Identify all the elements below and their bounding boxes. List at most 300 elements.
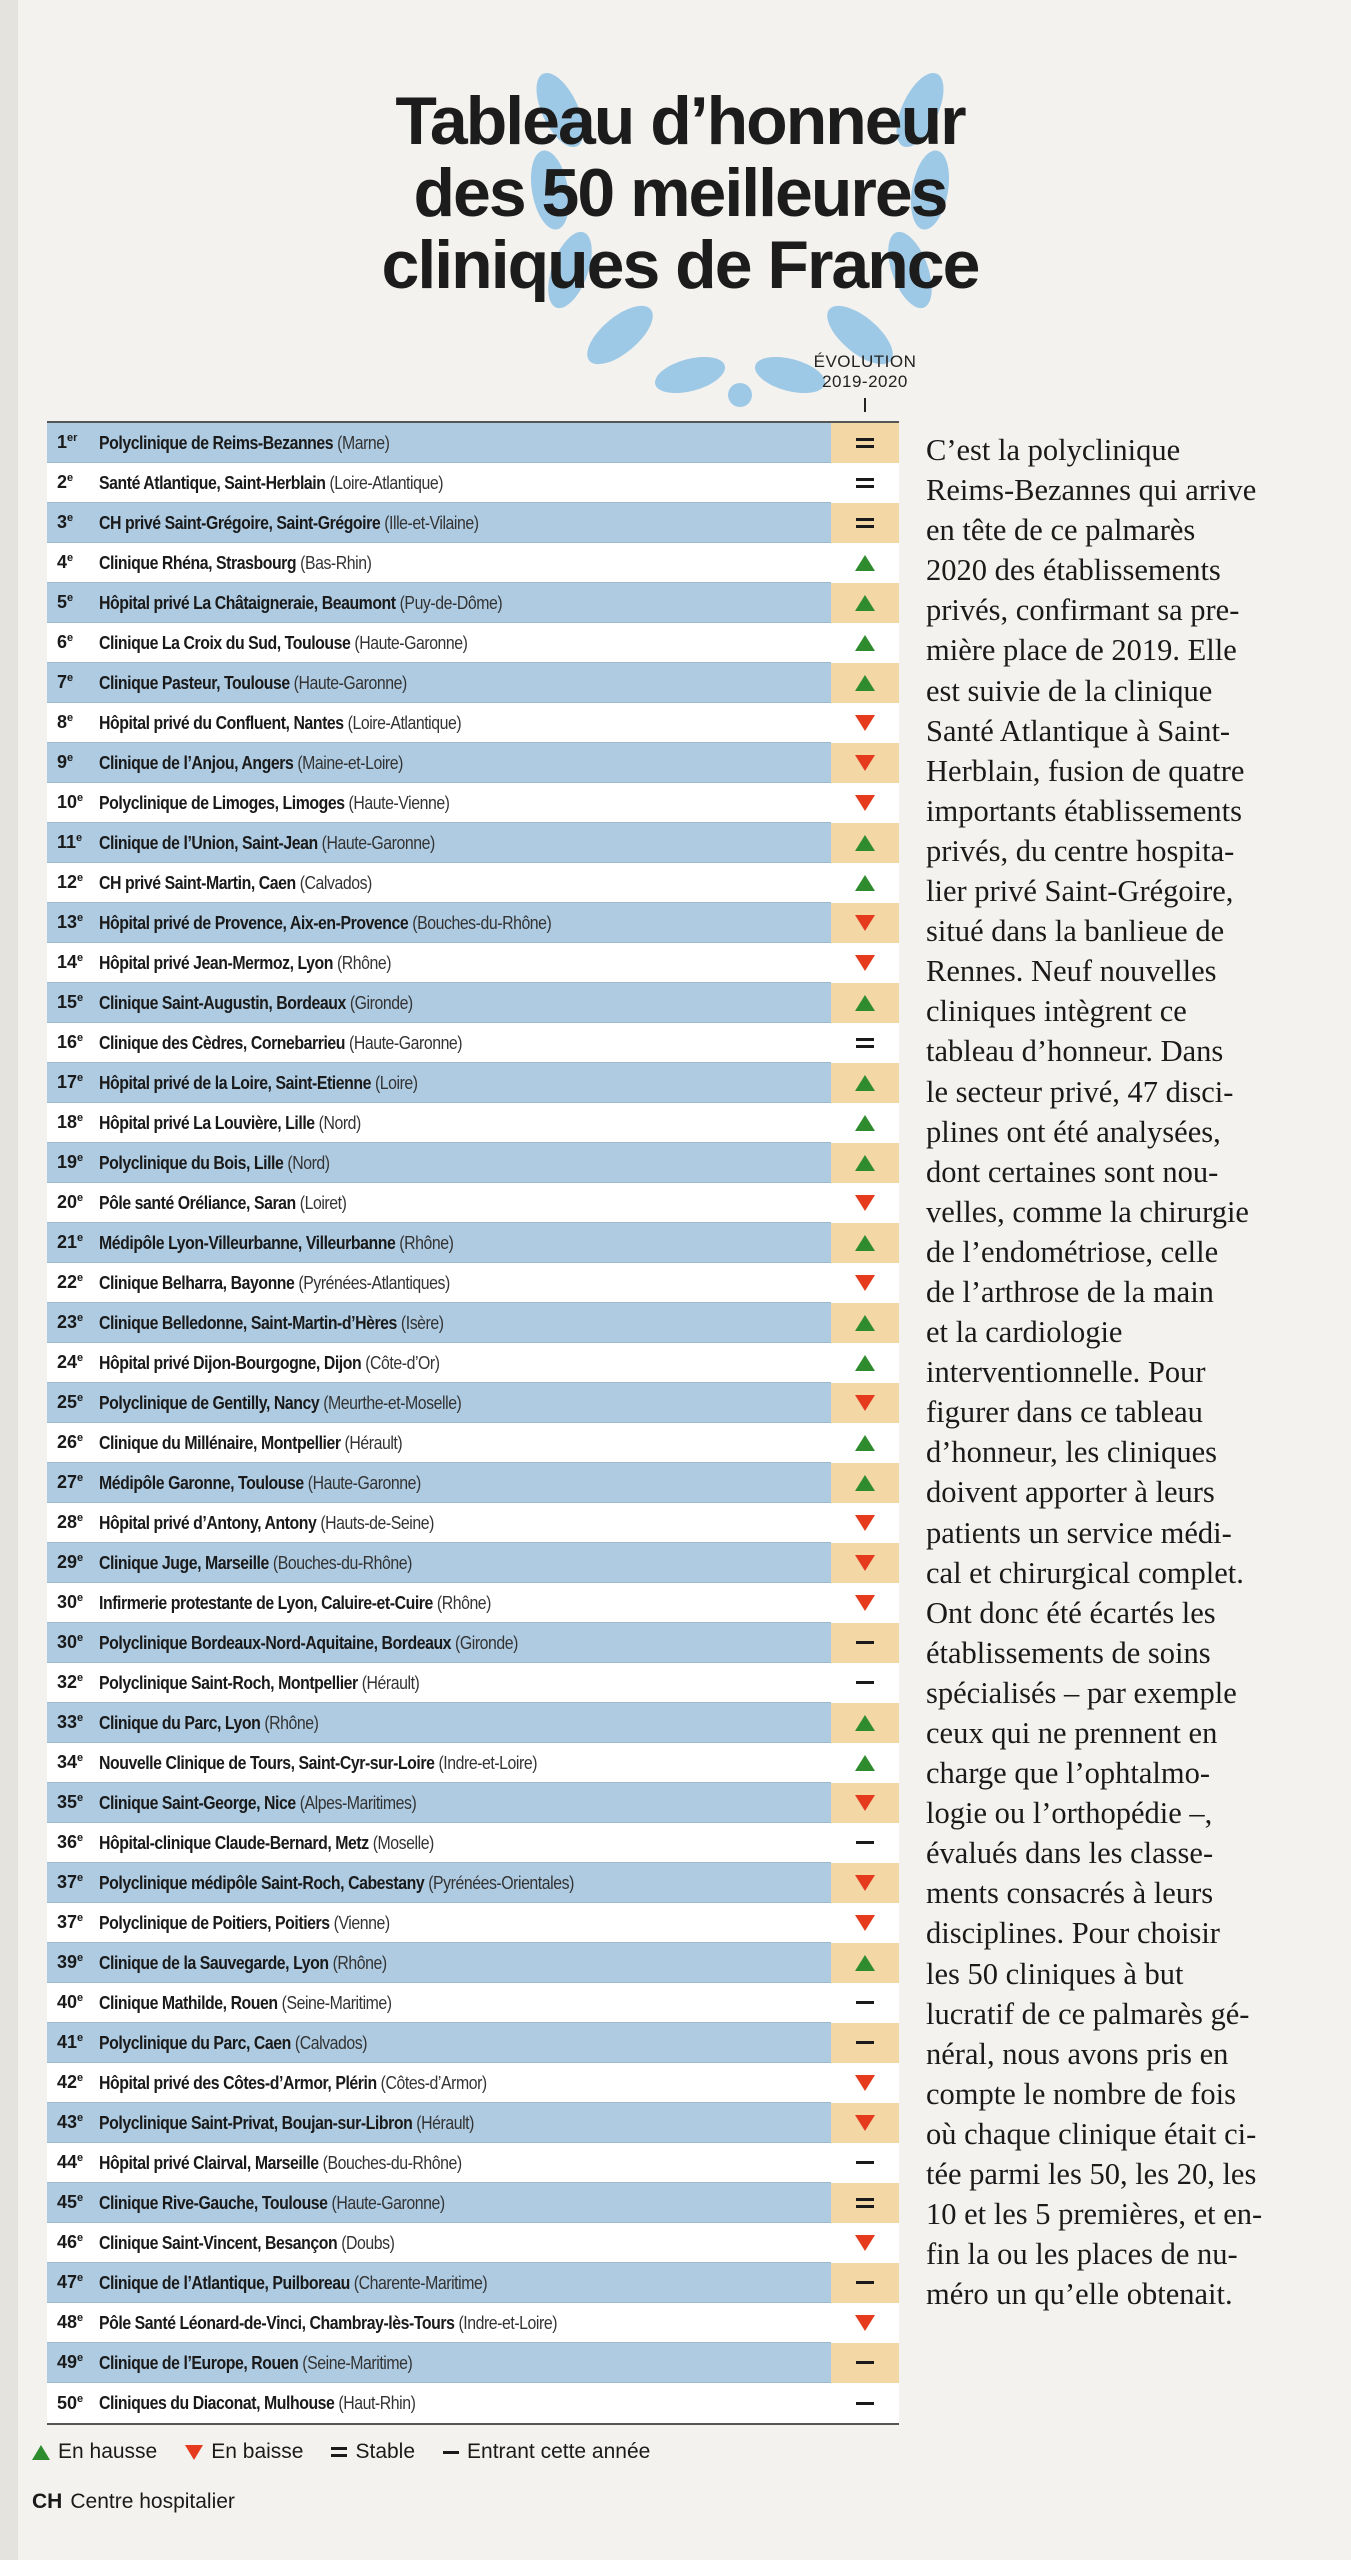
legend-down (185, 2440, 303, 2464)
clinic-name: Polyclinique Bordeaux-Nord-Aquitaine, Bordeaux (99, 1632, 452, 1653)
evolution-cell (831, 1463, 899, 1503)
table-row (47, 863, 899, 903)
dash-icon (856, 2361, 874, 2364)
rank-suffix: e (77, 952, 84, 964)
rank-suffix: e (77, 1872, 84, 1884)
table-row (47, 1023, 899, 1063)
table-row (47, 2383, 899, 2423)
up-arrow-icon (855, 1155, 875, 1171)
rank-cell (47, 592, 99, 613)
clinic-cell (99, 553, 743, 573)
article-line: charge que l’ophtalmo- (926, 1756, 1211, 1791)
table-row (47, 743, 899, 783)
clinic-cell (99, 433, 743, 453)
clinic-name: Hôpital privé La Châtaigneraie, Beaumont (99, 592, 396, 613)
page-edge (0, 0, 18, 2560)
clinic-name: Clinique Saint-Vincent, Besançon (99, 2232, 338, 2253)
rank-suffix: e (77, 1672, 84, 1684)
rank-cell (47, 1432, 99, 1453)
article-line: fin la ou les places de nu- (926, 2237, 1238, 2272)
dash-icon (856, 1641, 874, 1644)
clinic-department: (Meurthe-et-Moselle) (323, 1392, 462, 1413)
rank-number: 18 (57, 1112, 78, 1132)
rank-number: 12 (57, 872, 78, 892)
article-line: doivent apporter à leurs (926, 1475, 1215, 1510)
clinic-cell (99, 1633, 743, 1653)
rank-suffix: e (77, 1072, 84, 1084)
clinic-cell (99, 1833, 743, 1853)
rank-suffix: e (77, 2152, 84, 2164)
legend (32, 2440, 668, 2464)
clinic-cell (99, 2153, 743, 2173)
clinic-cell (99, 1953, 743, 1973)
rank-number: 6 (57, 632, 68, 652)
clinic-name: Clinique La Croix du Sud, Toulouse (99, 632, 351, 653)
article-line: lucratif de ce palmarès gé- (926, 1996, 1250, 2031)
rank-number: 49 (57, 2352, 78, 2372)
clinic-name: Polyclinique de Poitiers, Poitiers (99, 1912, 330, 1933)
down-arrow-icon (855, 915, 875, 931)
rank-number: 15 (57, 992, 78, 1012)
article-line: évalués dans les classe- (926, 1836, 1214, 1871)
title-line-3: cliniques de France (381, 227, 979, 303)
rank-cell (47, 432, 99, 453)
article-line: plines ont été analysées, (926, 1114, 1221, 1149)
up-arrow-icon (855, 595, 875, 611)
down-arrow-icon (855, 715, 875, 731)
rank-suffix: e (77, 1992, 84, 2004)
evolution-cell (831, 2343, 899, 2383)
clinic-department: (Charente-Maritime) (353, 2272, 488, 2293)
table-row (47, 1903, 899, 1943)
down-arrow-icon (185, 2445, 203, 2460)
clinic-name: Clinique de l’Atlantique, Puilboreau (99, 2272, 350, 2293)
table-row (47, 1383, 899, 1423)
clinic-cell (99, 1593, 743, 1613)
article-line: Herblain, fusion de quatre (926, 753, 1245, 788)
rank-cell (47, 2112, 99, 2133)
clinic-department: (Rhône) (332, 1952, 387, 1973)
rank-cell (47, 1712, 99, 1733)
clinic-department: (Vienne) (333, 1912, 390, 1933)
up-arrow-icon (855, 875, 875, 891)
clinic-department: (Bas-Rhin) (300, 552, 372, 573)
table-row (47, 1663, 899, 1703)
rank-number: 7 (57, 672, 68, 692)
clinic-cell (99, 1873, 743, 1893)
clinic-cell (99, 633, 743, 653)
legend-stable (331, 2440, 415, 2464)
rank-suffix: e (77, 1392, 84, 1404)
rank-cell (47, 1392, 99, 1413)
article-line: cliniques intègrent ce (926, 994, 1187, 1029)
clinic-department: (Pyrénées-Atlantiques) (298, 1272, 450, 1293)
down-arrow-icon (855, 2235, 875, 2251)
legend-down-label: En baisse (211, 2440, 304, 2463)
evolution-cell (831, 1903, 899, 1943)
table-row (47, 1183, 899, 1223)
clinic-department: (Loire) (374, 1072, 418, 1093)
rank-number: 29 (57, 1552, 78, 1572)
clinic-name: Clinique Juge, Marseille (99, 1552, 269, 1573)
evolution-cell (831, 2023, 899, 2063)
rank-cell (47, 1472, 99, 1493)
evolution-cell (831, 2063, 899, 2103)
rank-cell (47, 712, 99, 733)
article-line: de l’endométriose, celle (926, 1234, 1219, 1269)
up-arrow-icon (855, 1715, 875, 1731)
table-row (47, 943, 899, 983)
table-row (47, 1703, 899, 1743)
rank-suffix: e (77, 2032, 84, 2044)
clinic-name: Polyclinique médipôle Saint-Roch, Cabestany (99, 1872, 425, 1893)
clinic-cell (99, 2073, 743, 2093)
clinic-name: Clinique de l’Europe, Rouen (99, 2352, 299, 2373)
rank-cell (47, 1872, 99, 1893)
table-row (47, 1743, 899, 1783)
down-arrow-icon (855, 795, 875, 811)
rank-cell (47, 1792, 99, 1813)
article-line: mière place de 2019. Elle (926, 633, 1237, 668)
table-row (47, 2263, 899, 2303)
rank-cell (47, 552, 99, 573)
up-arrow-icon (855, 1075, 875, 1091)
clinic-cell (99, 1753, 743, 1773)
rank-suffix: e (77, 1432, 84, 1444)
table-row (47, 663, 899, 703)
table-row (47, 2343, 899, 2383)
down-arrow-icon (855, 2075, 875, 2091)
article-line: Rennes. Neuf nouvelles (926, 954, 1217, 989)
evolution-cell (831, 1743, 899, 1783)
rank-number: 34 (57, 1752, 78, 1772)
up-arrow-icon (855, 635, 875, 651)
up-arrow-icon (855, 1115, 875, 1131)
evolution-cell (831, 543, 899, 583)
rank-cell (47, 1672, 99, 1693)
clinic-name: Clinique des Cèdres, Cornebarrieu (99, 1032, 346, 1053)
evolution-cell (831, 2223, 899, 2263)
table-row (47, 2023, 899, 2063)
legend-new (443, 2440, 650, 2464)
rank-number: 8 (57, 712, 68, 732)
clinic-name: Hôpital privé du Confluent, Nantes (99, 712, 344, 733)
article-line: Santé Atlantique à Saint- (926, 713, 1231, 748)
up-arrow-icon (855, 1315, 875, 1331)
rank-number: 1 (57, 432, 68, 452)
clinic-department: (Hauts-de-Seine) (320, 1512, 434, 1533)
clinic-department: (Bouches-du-Rhône) (412, 912, 552, 933)
down-arrow-icon (855, 2315, 875, 2331)
article-line: privés, du centre hospita- (926, 833, 1235, 868)
rank-suffix: e (77, 2392, 84, 2405)
clinic-name: Clinique Rhéna, Strasbourg (99, 552, 297, 573)
table-row (47, 1543, 899, 1583)
rank-suffix: e (67, 552, 74, 564)
clinic-name: Polyclinique Saint-Roch, Montpellier (99, 1672, 358, 1693)
article-line: patients un service médi- (926, 1515, 1232, 1550)
clinic-name: Clinique Belharra, Bayonne (99, 1272, 295, 1293)
table-row (47, 2223, 899, 2263)
abbreviation-note (32, 2490, 235, 2514)
rank-suffix: e (77, 792, 84, 804)
down-arrow-icon (855, 2115, 875, 2131)
rank-cell (47, 1752, 99, 1773)
article-line: le secteur privé, 47 disci- (926, 1074, 1234, 1109)
article-line: établissements de soins (926, 1635, 1211, 1670)
rank-cell (47, 832, 99, 853)
rank-number: 20 (57, 1192, 78, 1212)
up-arrow-icon (855, 835, 875, 851)
rank-suffix: e (77, 1512, 84, 1524)
evolution-cell (831, 983, 899, 1023)
rank-suffix: e (77, 1912, 84, 1924)
clinic-name: Polyclinique du Bois, Lille (99, 1152, 284, 1173)
clinic-department: (Indre-et-Loire) (438, 1752, 538, 1773)
clinic-cell (99, 1913, 743, 1933)
rank-number: 19 (57, 1152, 78, 1172)
down-arrow-icon (855, 955, 875, 971)
rank-suffix: e (77, 1592, 84, 1604)
evolution-cell (831, 1663, 899, 1703)
article-line: de l’arthrose de la main (926, 1274, 1214, 1309)
legend-up (32, 2440, 157, 2464)
clinic-name: Hôpital privé de Provence, Aix-en-Provence (99, 912, 409, 933)
article-line: figurer dans ce tableau (926, 1395, 1203, 1430)
clinic-name: Santé Atlantique, Saint-Herblain (99, 472, 326, 493)
down-arrow-icon (855, 1555, 875, 1571)
rank-cell (47, 2152, 99, 2173)
clinic-department: (Calvados) (294, 2032, 368, 2053)
evolution-cell (831, 1823, 899, 1863)
clinic-department: (Haute-Garonne) (307, 1472, 421, 1493)
rank-cell (47, 1832, 99, 1853)
rank-number: 11 (57, 832, 77, 852)
clinic-department: (Marne) (337, 432, 390, 453)
clinic-department: (Rhône) (399, 1232, 454, 1253)
evolution-cell (831, 1183, 899, 1223)
clinic-name: Clinique Saint-George, Nice (99, 1792, 296, 1813)
rank-number: 36 (57, 1832, 78, 1852)
article-line: méro un qu’elle obtenait. (926, 2277, 1233, 2312)
clinic-name: Cliniques du Diaconat, Mulhouse (99, 2393, 335, 2413)
table-row (47, 2143, 899, 2183)
evolution-cell (831, 1503, 899, 1543)
clinic-cell (99, 1113, 743, 1133)
clinic-department: (Loire-Atlantique) (329, 472, 444, 493)
rank-number: 21 (57, 1232, 78, 1252)
rank-suffix: e (77, 2352, 84, 2364)
clinic-name: Médipôle Lyon-Villeurbanne, Villeurbanne (99, 1232, 396, 1253)
clinic-cell (99, 713, 743, 733)
rank-cell (47, 792, 99, 813)
down-arrow-icon (855, 1515, 875, 1531)
rank-cell (47, 872, 99, 893)
table-row (47, 1823, 899, 1863)
rank-number: 4 (57, 552, 68, 572)
down-arrow-icon (855, 1595, 875, 1611)
rank-cell (47, 952, 99, 973)
clinic-department: (Alpes-Maritimes) (299, 1792, 417, 1813)
rank-suffix: e (67, 512, 74, 524)
clinic-cell (99, 1393, 743, 1413)
clinic-cell (99, 1233, 743, 1253)
clinic-name: Hôpital privé des Côtes-d’Armor, Plérin (99, 2072, 377, 2093)
clinic-cell (99, 1513, 743, 1533)
rank-number: 2 (57, 472, 68, 492)
clinic-name: Polyclinique de Gentilly, Nancy (99, 1392, 320, 1413)
rank-cell (47, 2192, 99, 2213)
dash-icon (856, 2281, 874, 2284)
clinic-cell (99, 993, 743, 1013)
clinic-cell (99, 1713, 743, 1733)
article-line: dont certaines sont nou- (926, 1154, 1219, 1189)
article-line: privés, confirmant sa pre- (926, 593, 1240, 628)
table-row (47, 1583, 899, 1623)
rank-number: 30 (57, 1592, 78, 1612)
evolution-cell (831, 1263, 899, 1303)
rank-cell (47, 912, 99, 933)
rank-suffix: e (77, 1272, 84, 1284)
clinic-cell (99, 2193, 743, 2213)
table-row (47, 1863, 899, 1903)
up-arrow-icon (32, 2445, 50, 2460)
article-line: ments consacrés à leurs (926, 1876, 1214, 1911)
table-row (47, 543, 899, 583)
clinic-name: Hôpital-clinique Claude-Bernard, Metz (99, 1832, 369, 1853)
clinic-cell (99, 833, 743, 853)
evolution-cell (831, 583, 899, 623)
dash-icon (856, 2041, 874, 2044)
clinic-cell (99, 2273, 743, 2293)
rank-number: 39 (57, 1952, 78, 1972)
rank-number: 35 (57, 1792, 78, 1812)
rank-suffix: e (77, 1032, 84, 1044)
table-row (47, 1263, 899, 1303)
clinic-cell (99, 1993, 743, 2013)
rank-suffix: e (77, 1192, 84, 1204)
clinic-cell (99, 1313, 743, 1333)
clinic-department: (Indre-et-Loire) (458, 2312, 558, 2333)
clinic-name: Hôpital privé Dijon-Bourgogne, Dijon (99, 1352, 362, 1373)
rank-suffix: e (76, 832, 83, 844)
clinic-cell (99, 593, 743, 613)
table-row (47, 823, 899, 863)
evolution-column-header (790, 352, 940, 392)
article-line: interventionnelle. Pour (926, 1355, 1206, 1390)
clinic-cell (99, 953, 743, 973)
title-line-1: Tableau d’honneur (395, 83, 965, 159)
rank-cell (47, 752, 99, 773)
clinic-name: Polyclinique de Reims-Bezannes (99, 432, 334, 453)
article-body (926, 430, 1346, 2314)
down-arrow-icon (855, 755, 875, 771)
table-row (47, 2063, 899, 2103)
clinic-name: Clinique de la Sauvegarde, Lyon (99, 1952, 329, 1973)
rank-cell (47, 2352, 99, 2373)
table-row (47, 463, 899, 503)
equals-icon (856, 518, 874, 528)
evolution-cell (831, 423, 899, 463)
clinic-cell (99, 1073, 743, 1093)
evolution-cell (831, 1023, 899, 1063)
clinic-cell (99, 2353, 743, 2373)
table-row (47, 703, 899, 743)
clinic-cell (99, 473, 743, 493)
table-row (47, 1623, 899, 1663)
rank-cell (47, 1632, 99, 1653)
down-arrow-icon (855, 1395, 875, 1411)
clinic-cell (99, 1193, 743, 1213)
up-arrow-icon (855, 1475, 875, 1491)
clinic-cell (99, 2113, 743, 2133)
table-row (47, 783, 899, 823)
rank-number: 5 (57, 592, 68, 612)
evolution-cell (831, 463, 899, 503)
clinic-department: (Loiret) (299, 1192, 347, 1213)
legend-new-label: Entrant cette année (467, 2440, 651, 2463)
clinic-cell (99, 2233, 743, 2253)
rank-suffix: e (77, 2312, 84, 2324)
rank-suffix: e (77, 2192, 84, 2204)
rank-suffix: e (67, 472, 74, 484)
rank-cell (47, 672, 99, 693)
clinic-department: (Hérault) (416, 2112, 474, 2133)
clinic-department: (Côtes-d’Armor) (380, 2072, 487, 2093)
article-line: disciplines. Pour choisir (926, 1916, 1220, 1951)
article-line: velles, comme la chirurgie (926, 1194, 1249, 1229)
table-row (47, 1423, 899, 1463)
clinic-cell (99, 753, 743, 773)
rank-cell (47, 2312, 99, 2333)
equals-icon (331, 2447, 347, 2457)
clinic-department: (Hérault) (344, 1432, 403, 1453)
rank-cell (47, 1232, 99, 1253)
clinic-department: (Puy-de-Dôme) (399, 592, 503, 613)
rank-cell (47, 1192, 99, 1213)
rank-suffix: e (67, 712, 74, 724)
clinic-name: Hôpital privé Jean-Mermoz, Lyon (99, 952, 333, 973)
down-arrow-icon (855, 1275, 875, 1291)
clinic-name: Clinique de l’Union, Saint-Jean (99, 832, 318, 853)
table-row (47, 2303, 899, 2343)
rank-cell (47, 1992, 99, 2013)
up-arrow-icon (855, 1435, 875, 1451)
evolution-cell (831, 2143, 899, 2183)
table-row (47, 503, 899, 543)
rank-number: 22 (57, 1272, 78, 1292)
table-row (47, 1783, 899, 1823)
table-row (47, 623, 899, 663)
evolution-cell (831, 1783, 899, 1823)
rank-cell (47, 2032, 99, 2053)
evolution-cell (831, 623, 899, 663)
up-arrow-icon (855, 675, 875, 691)
rank-suffix: e (77, 912, 84, 924)
dash-icon (856, 2161, 874, 2164)
rank-suffix: e (77, 1952, 84, 1964)
clinic-department: (Pyrénées-Orientales) (428, 1872, 574, 1893)
rank-suffix: e (77, 2272, 84, 2284)
rank-number: 9 (57, 752, 68, 772)
clinic-department: (Haute-Garonne) (354, 632, 468, 653)
clinic-department: (Gironde) (349, 992, 413, 1013)
evolution-cell (831, 663, 899, 703)
clinic-name: Clinique du Parc, Lyon (99, 1712, 261, 1733)
evolution-cell (831, 1943, 899, 1983)
rank-number: 47 (57, 2272, 78, 2292)
evolution-cell (831, 2303, 899, 2343)
